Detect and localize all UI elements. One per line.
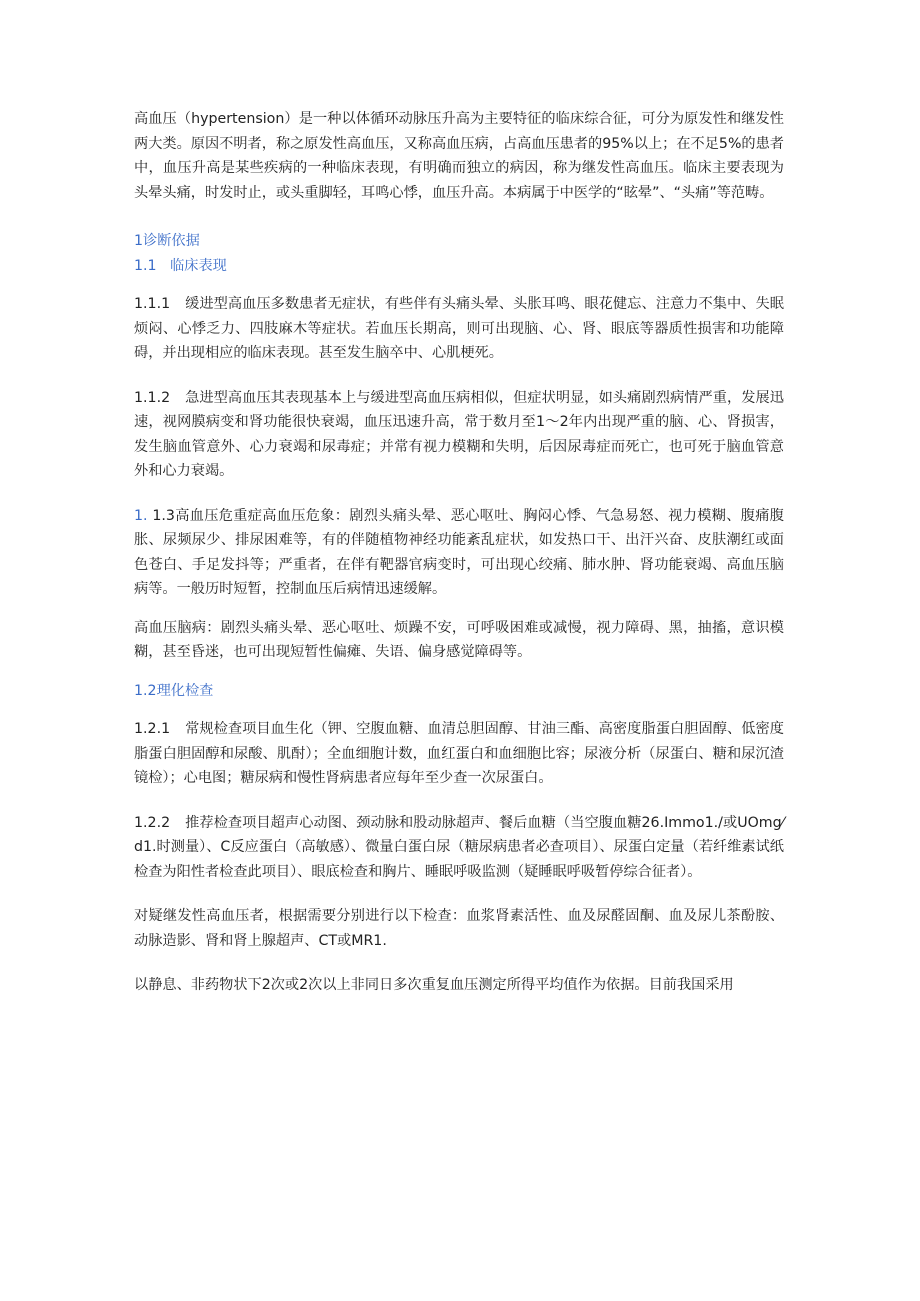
heading-lab-tests: 1.2理化检查 — [134, 682, 214, 699]
section-number: 1.1.1 — [134, 296, 171, 312]
section-text: 缓进型高血压多数患者无症状，有些伴有头痛头晕、头胀耳鸣、眼花健忘、注意力不集中、失眠烦闷、心悸乏力、四肢麻木等症状。若血压长期高，则可出现脑、心、肾、眼底等器质性损害和功能障碍，并出现相应的临床表现。甚至发生脑卒中、心肌梗死。 — [134, 296, 784, 361]
section-text: 1.3高血压危重症高血压危象：剧烈头痛头晕、恶心呕吐、胸闷心悸、气急易怒、视力模糊、腹痛腹胀、尿频尿少、排尿困难等，有的伴随植物神经功能紊乱症状，如发热口干、出汗兴奋、皮肤潮红或面色苍白、手足发抖等；严重者，在伴有靶器官病变时，可出现心绞痛、肺水肿、肾功能衰竭、高血压脑病等。一般历时短暂，控制血压后病情迅速缓解。 — [134, 507, 784, 597]
paragraph-blood-pressure-measurement: 以静息、非药物状下2次或2次以上非同日多次重复血压测定所得平均值作为依据。目前我国采用 — [134, 977, 734, 993]
section-number: 1.1.2 — [134, 389, 171, 406]
section-text: 常规检查项目血生化（钾、空腹血糖、血清总胆固醇、甘油三酯、高密度脂蛋白胆固醇、低密度脂蛋白胆固醇和尿酸、肌酎）；全血细胞计数，血红蛋白和血细胞比容；尿液分析（尿蛋白、糖和尿沉渣镜检）；心电图；糖尿病和慢性肾病患者应每年至少查一次尿蛋白。 — [134, 721, 784, 786]
section-number: 1.2.2 — [134, 814, 171, 831]
heading-diagnosis-basis: 1诊断依据 — [134, 233, 200, 249]
section-number: 1.2.1 — [134, 721, 171, 737]
list-number: 1. — [134, 507, 148, 524]
heading-clinical-manifestations: 1.1 临床表现 — [134, 257, 227, 274]
intro-paragraph: 高血压（hypertension）是一种以体循环动脉压升高为主要特征的临床综合征，可分为原发性和继发性两大类。原因不明者，称之原发性高血压，又称高血压病，占高血压患者的95%以上；在不足5%的患者中，血压升高是某些疾病的一种临床表现，有明确而独立的病因，称为继发性高血压。临床主要表现为头晕头痛，时发时止，或头重脚轻，耳鸣心悸，血压升高。本病属于中医学的“眩晕”、“头痛”等范畴。 — [134, 111, 784, 201]
paragraph-1-2-1 — [134, 717, 784, 791]
section-text: 推荐检查项目超声心动图、颈动脉和股动脉超声、餐后血糖（当空腹血糖26.Immo1./或UOmg⁄d1.时测量）、C反应蛋白（高敏感）、微量白蛋白尿（糖尿病患者必查项目）、尿蛋白定量（若纤维素试纸检查为阳性者检查此项目）、眼底检查和胸片、睡眠呼吸监测（疑睡眠呼吸暂停综合征者）。 — [134, 814, 784, 880]
paragraph-1-1-3 — [134, 504, 784, 602]
paragraph-secondary-hypertension: 对疑继发性高血压者，根据需要分别进行以下检查：血浆肾素活性、血及尿醛固酮、血及尿儿茶酚胺、动脉造影、肾和肾上腺超声、CT或MR1. — [134, 908, 784, 949]
paragraph-encephalopathy: 高血压脑病：剧烈头痛头晕、恶心呕吐、烦躁不安，可呼吸困难或减慢，视力障碍、黑，抽搐，意识模糊，甚至昏迷，也可出现短暂性偏瘫、失语、偏身感觉障碍等。 — [134, 619, 784, 660]
document-body — [134, 107, 784, 998]
section-text: 急进型高血压其表现基本上与缓进型高血压病相似，但症状明显，如头痛剧烈病情严重，发展迅速，视网膜病变和肾功能很快衰竭，血压迅速升高，常于数月至1〜2年内出现严重的脑、心、肾损害，发生脑血管意外、心力衰竭和尿毒症；并常有视力模糊和失明，后因尿毒症而死亡，也可死于脑血管意外和心力衰竭。 — [134, 389, 784, 479]
paragraph-1-1-2 — [134, 386, 784, 484]
paragraph-1-1-1 — [134, 292, 784, 366]
paragraph-1-2-2 — [134, 811, 784, 885]
